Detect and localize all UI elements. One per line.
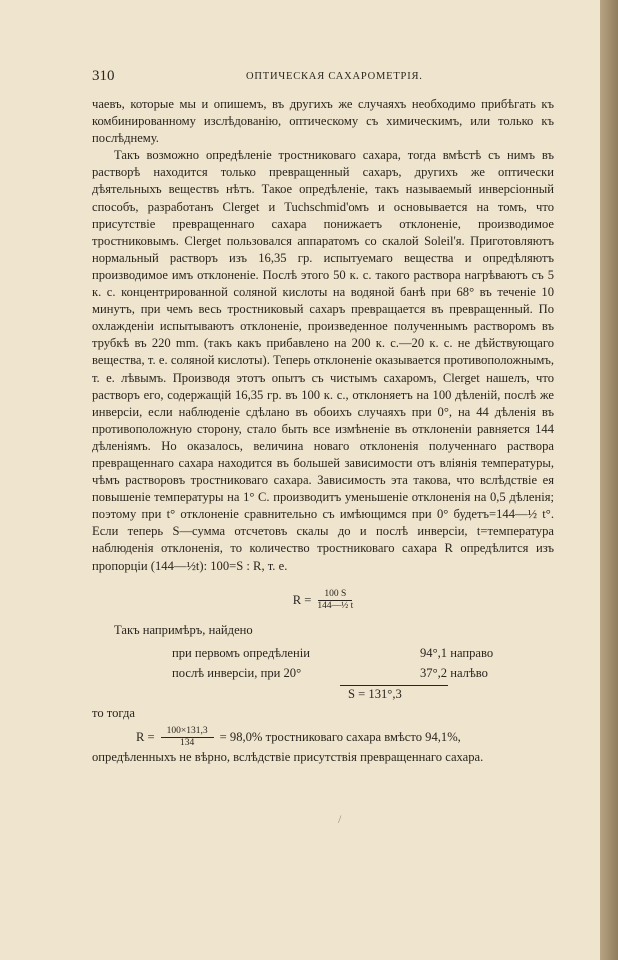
paragraph-inversion-method: Такъ возможно опредѣленіе тростниковаго сахара, тогда вмѣстѣ съ нимъ въ растворѣ находится только превращенный сахаръ, другихъ же оптически дѣятельныхъ веществъ нѣтъ. Такое опредѣленіе, такъ называемый инверсіонный способъ, разработанъ Clerget и Tuchschmid'омъ и основывается на томъ, что присутствіе превращеннаго сахара понижаетъ отклоненіе, производимое тростниковымъ. Clerget пользовался аппаратомъ со скалой Soleil'я. Приготовляютъ нормальный растворъ изъ 16,35 гр. испытуемаго вещества и опредѣляютъ производимое имъ отклоненіе. Послѣ этого 50 к. с. такого раствора нагрѣваютъ съ 5 к. с. концентрированной соляной кислоты на водяной банѣ при 68° въ теченіе 10 минутъ, при чемъ весь тростниковый сахаръ превращается въ превращенный. По охлажденіи испытываютъ отклоненіе, произведенное полученнымъ растворомъ въ трубкѣ въ 220 mm. (такъ какъ прибавлено на 200 к. с.—20 к. с. не дѣйствующаго вещества, т. е. соляной кислоты). Теперь отклоненіе оказывается противоположнымъ, т. е. лѣвымъ. Производя этотъ опытъ съ чистымъ сахаромъ, Clerget нашелъ, что растворъ его, содержащій 16,35 гр. въ 100 к. с., отклоняетъ на 100 дѣленій, послѣ же инверсіи, если наблюденіе сдѣлано въ обоихъ случаяхъ при 0°, на 44 дѣленія въ противоположную сторону, стало быть все измѣненіе въ отклоненіи равняется 144 дѣленіямъ. Но оказалось, величина новаго отклоненія полученнаго раствора превращеннаго сахара находится въ большей зависимости отъ вліянія температуры, чѣмъ растворовъ тростниковаго сахара. Зависимость эта такова, что вслѣдствіе ея повышеніе температуры на 1° С. производитъ уменьшеніе отклоненія на 0,5 дѣленія; поэтому при t° отклоненіе сравнительно съ имѣющимся при 0° будетъ=144—½ t°. Если теперь S—сумма отсчетовъ скалы до и послѣ инверсіи, t=температура наблюденія отклоненія, то количество тростниковаго сахара R опредѣлится изъ пропорціи (144—½t): 100=S : R, т. е. xyxy=(92,148,554,573)
table-row xyxy=(92,665,554,685)
paragraph-continuation: чаевъ, которые мы и опишемъ, въ другихъ же случаяхъ необходимо прибѣгать къ комбинированному изслѣдованію, оптическому съ химическимъ, или только къ послѣднему. xyxy=(92,97,554,146)
formula-lhs: R = xyxy=(292,592,312,607)
calc-denominator: 134 xyxy=(180,737,195,748)
row-value: 94°,1 направо xyxy=(420,645,494,660)
formula-calculation xyxy=(92,726,554,749)
formula-denominator: 144—½ t xyxy=(317,600,354,611)
calc-fraction xyxy=(161,726,214,749)
calc-result: = 98,0% тростниковаго сахара вмѣсто 94,1%, xyxy=(219,729,461,744)
sum-value: S = 131°,3 xyxy=(340,685,448,705)
row-label: послѣ инверсіи, при 20° xyxy=(172,665,302,680)
pencil-mark: / xyxy=(338,812,342,826)
page-edge xyxy=(600,0,618,960)
calc-lhs: R = xyxy=(136,729,155,744)
running-title: ОПТИЧЕСКАЯ САХАРОМЕТРІЯ. xyxy=(246,71,423,82)
table-sum-row xyxy=(92,685,554,705)
table-row xyxy=(92,645,554,665)
formula-numerator: 100 S xyxy=(318,589,352,601)
formula-fraction xyxy=(317,589,353,612)
page-number: 310 xyxy=(92,68,115,84)
measurement-table xyxy=(92,645,554,705)
calc-numerator: 100×131,3 xyxy=(161,726,214,738)
example-intro: Такъ напримѣръ, найдено xyxy=(114,622,253,637)
page-body xyxy=(92,96,554,766)
page-header xyxy=(92,68,552,88)
row-label: при первомъ опредѣленіи xyxy=(172,645,310,660)
then-label: то тогда xyxy=(92,705,135,720)
formula-proportion xyxy=(92,589,554,612)
row-value: 37°,2 налѣво xyxy=(420,665,488,680)
closing-text: опредѣленныхъ не вѣрно, вслѣдствіе присутствія превращеннаго сахара. xyxy=(92,749,484,764)
